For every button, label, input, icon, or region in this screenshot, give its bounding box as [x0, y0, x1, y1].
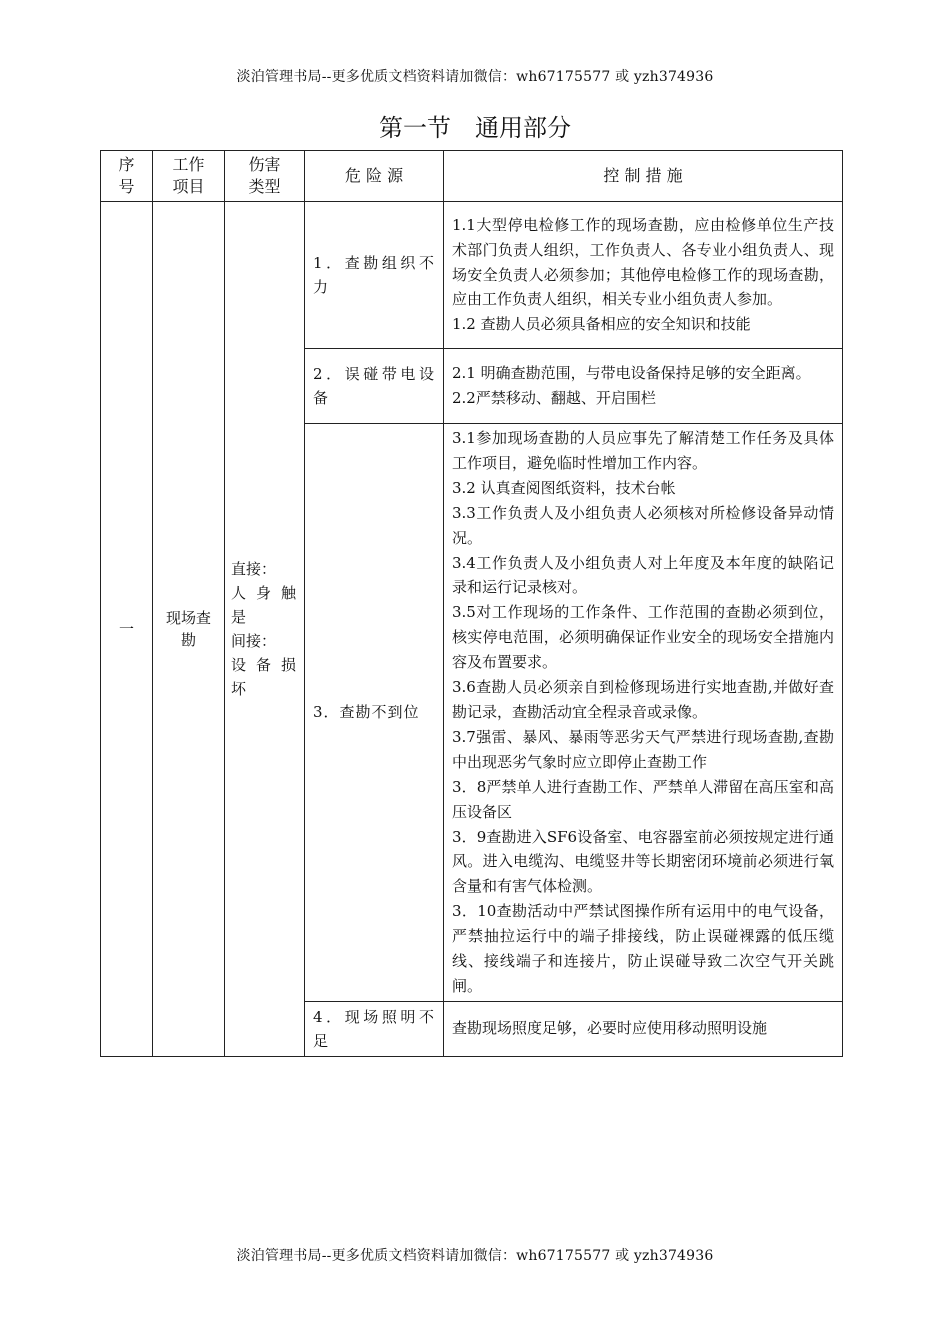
measure-3-1: 3.1参加现场查勘的人员应事先了解清楚工作任务及具体工作项目，避免临时性增加工作内容。: [452, 429, 834, 472]
measure-3-9: 3．9查勘进入SF6设备室、电容器室前必须按规定进行通风。进入电缆沟、电缆竖井等长期密闭环境前必须进行氧含量和有害气体检测。: [452, 827, 834, 896]
header-seq: 序号: [101, 151, 153, 202]
measure-3-6: 3.6查勘人员必须亲自到检修现场进行实地查勘,并做好查勘记录，查勘活动宜全程录音或录像。: [452, 678, 834, 721]
control-cell-2: [444, 349, 843, 424]
injury-indirect-value: 设 备 损 坏: [231, 655, 298, 698]
injury-type-cell: [225, 202, 305, 1057]
injury-direct-label: 直接：: [231, 559, 277, 578]
work-item-cell: 现场查勘: [153, 202, 225, 1057]
measure-4-1: 查勘现场照度足够，必要时应使用移动照明设施: [452, 1019, 768, 1038]
table-row: [101, 202, 843, 349]
measure-1-2: 1.2 查勘人员必须具备相应的安全知识和技能: [452, 315, 751, 334]
measure-3-3: 3.3工作负责人及小组负责人必须核对所检修设备异动情况。: [452, 503, 834, 547]
measure-3-4: 3.4工作负责人及小组负责人对上年度及本年度的缺陷记录和运行记录核对。: [452, 553, 834, 597]
measure-3-5: 3.5对工作现场的工作条件、工作范围的查勘必须到位，核实停电范围，必须明确保证作业安全的现场安全措施内容及布置要求。: [452, 603, 834, 672]
control-cell-1: [444, 202, 843, 349]
hazard-cell-1: 1．查勘组织不力: [305, 202, 444, 349]
measure-3-10: 3．10查勘活动中严禁试图操作所有运用中的电气设备，严禁抽拉运行中的端子排接线，防止误碰裸露的低压缆线、接线端子和连接片，防止误碰导致二次空气开关跳闸。: [452, 902, 834, 995]
measure-2-1: 2.1 明确查勘范围，与带电设备保持足够的安全距离。: [452, 364, 811, 383]
control-cell-4: [444, 1001, 843, 1056]
measure-3-8: 3．8严禁单人进行查勘工作、严禁单人滞留在高压室和高压设备区: [452, 777, 834, 821]
measure-1-1: 1.1大型停电检修工作的现场查勘，应由检修单位生产技术部门负责人组织，工作负责人、各专业小组负责人、现场安全负责人必须参加；其他停电检修工作的现场查勘，应由工作负责人组织，相关专业小组负责人参加。: [452, 215, 834, 309]
injury-indirect-label: 间接：: [231, 631, 277, 650]
hazard-cell-4: 4．现场照明不足: [305, 1001, 444, 1056]
header-hazard: 危 险 源: [305, 151, 444, 202]
measure-2-2: 2.2严禁移动、翻越、开启围栏: [452, 389, 656, 407]
table-header-row: [101, 151, 843, 202]
seq-cell: 一: [101, 202, 153, 1057]
measure-3-2: 3.2 认真查阅图纸资料，技术台帐: [452, 478, 676, 497]
header-work-item: 工作项目: [153, 151, 225, 202]
section-title: 第一节 通用部分: [379, 114, 571, 142]
page-header: 淡泊管理书局--更多优质文档资料请加微信：wh67175577 或 yzh374936: [236, 69, 714, 85]
hazard-cell-3: 3．查勘不到位: [305, 424, 444, 1002]
hazard-cell-2: 2．误碰带电设备: [305, 349, 444, 424]
header-control: 控 制 措 施: [444, 151, 843, 202]
control-cell-3: [444, 424, 843, 1002]
page-footer: 淡泊管理书局--更多优质文档资料请加微信：wh67175577 或 yzh374936: [236, 1248, 714, 1264]
hazard-control-table: [100, 150, 843, 1057]
injury-direct-value: 人 身 触 是: [231, 583, 298, 626]
measure-3-7: 3.7强雷、暴风、暴雨等恶劣天气严禁进行现场查勘,查勘中出现恶劣气象时应立即停止查勘工作: [452, 727, 834, 771]
header-injury-type: 伤害类型: [225, 151, 305, 202]
